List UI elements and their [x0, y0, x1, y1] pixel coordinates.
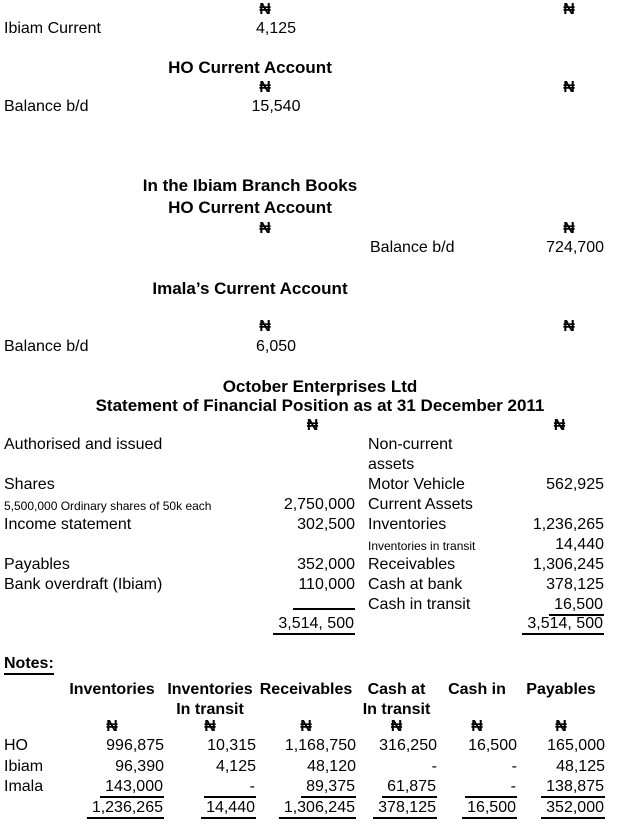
cell: 996,875 — [106, 737, 164, 754]
total-amount: 3,514, 500 — [230, 615, 355, 635]
cell: 10,315 — [207, 737, 256, 754]
account-title: Imala’s Current Account — [152, 279, 348, 298]
naira-symbol: ₦ — [555, 718, 567, 735]
cell: - — [437, 778, 517, 798]
cell: 16,500 — [468, 737, 517, 754]
row-label: Inventories in transit — [368, 539, 476, 553]
naira-symbol: ₦ — [563, 220, 575, 237]
naira-symbol: ₦ — [300, 718, 312, 735]
debit-amount: 6,050 — [255, 338, 297, 355]
notes-col-header: Cash in — [448, 681, 506, 698]
total-amount: 1,236,265 — [60, 799, 164, 819]
total-amount: 16,500 — [437, 799, 517, 819]
credit-amount: 724,700 — [546, 239, 604, 256]
cell: 61,875 — [356, 778, 437, 798]
notes-heading: Notes: — [4, 655, 54, 675]
amount: 1,306,245 — [532, 556, 604, 573]
row-label: Balance b/d — [370, 239, 455, 256]
row-label: 5,500,000 Ordinary shares of 50k each — [4, 499, 212, 513]
row-label: Cash in transit — [368, 596, 471, 613]
cell: 143,000 — [60, 778, 164, 798]
row-label: Inventories — [368, 516, 447, 533]
row-label: Bank overdraft (Ibiam) — [4, 576, 163, 593]
cell: - — [431, 758, 437, 775]
cell: 165,000 — [547, 737, 605, 754]
notes-currency-row — [0, 718, 632, 736]
total-rule — [230, 596, 355, 615]
section-label: assets — [368, 456, 415, 473]
row-label: Shares — [4, 476, 55, 493]
amount: 16,500 — [480, 596, 604, 616]
debit-amount: 15,540 — [251, 98, 301, 115]
naira-symbol: ₦ — [563, 79, 575, 96]
cell: - — [511, 758, 517, 775]
total-amount: 1,306,245 — [256, 799, 356, 819]
row-label: Balance b/d — [4, 98, 89, 115]
notes-col-header: Cash at In transit — [362, 681, 431, 718]
cell: 138,875 — [517, 778, 605, 798]
row-label: Ibiam — [4, 758, 44, 775]
amount: 1,236,265 — [532, 516, 604, 533]
total-amount: 3,514, 500 — [480, 615, 604, 635]
naira-symbol: ₦ — [259, 318, 271, 335]
cell: 89,375 — [256, 778, 356, 798]
row-label: Current Assets — [368, 496, 473, 513]
rule-line — [293, 596, 355, 610]
section-label: Authorised and issued — [4, 436, 163, 453]
row-label: Imala — [4, 778, 44, 795]
cell: 96,390 — [115, 758, 164, 775]
company-name: October Enterprises Ltd — [222, 377, 418, 396]
cell: 316,250 — [379, 737, 437, 754]
notes-header-row — [0, 680, 632, 720]
row-label: Ibiam Current — [4, 20, 101, 37]
row-label: Receivables — [368, 556, 456, 573]
amount: 2,750,000 — [283, 496, 355, 513]
debit-amount: 4,125 — [255, 20, 297, 37]
amount: 302,500 — [297, 516, 355, 533]
book-heading: In the Ibiam Branch Books — [142, 176, 358, 195]
naira-symbol: ₦ — [106, 718, 118, 735]
naira-symbol: ₦ — [204, 718, 216, 735]
notes-col-header: Payables — [526, 681, 596, 698]
row-label: Motor Vehicle — [368, 476, 465, 493]
row-label: Income statement — [4, 516, 132, 533]
total-amount: 378,125 — [356, 799, 437, 819]
naira-symbol: ₦ — [390, 718, 403, 735]
notes-col-header: Inventories In transit — [167, 681, 253, 718]
naira-symbol: ₦ — [553, 417, 566, 434]
table-row — [0, 737, 632, 755]
row-label: Payables — [4, 556, 70, 573]
naira-symbol: ₦ — [563, 318, 575, 335]
notes-col-header: Receivables — [259, 681, 353, 698]
row-label: Cash at bank — [368, 576, 463, 593]
naira-symbol: ₦ — [471, 718, 483, 735]
account-title: HO Current Account — [168, 198, 332, 217]
table-row — [0, 758, 632, 776]
notes-col-header: Inventories — [69, 681, 155, 698]
total-amount: 352,000 — [517, 799, 605, 819]
amount: 110,000 — [298, 576, 355, 593]
amount: 352,000 — [297, 556, 355, 573]
totals-row — [0, 799, 632, 819]
naira-symbol: ₦ — [563, 1, 575, 18]
statement-title: Statement of Financial Position as at 31 December 2011 — [95, 396, 545, 415]
row-label: HO — [4, 737, 28, 754]
naira-symbol: ₦ — [259, 79, 271, 96]
naira-symbol: ₦ — [306, 417, 319, 434]
table-row — [0, 778, 632, 798]
cell: 48,125 — [556, 758, 605, 775]
naira-symbol: ₦ — [259, 220, 271, 237]
amount: 14,440 — [555, 536, 604, 553]
section-label: Non-current — [368, 436, 453, 453]
naira-symbol: ₦ — [259, 1, 271, 18]
cell: - — [164, 778, 256, 798]
row-label: Balance b/d — [4, 338, 89, 355]
cell: 4,125 — [215, 758, 256, 775]
cell: 48,120 — [307, 758, 356, 775]
account-title: HO Current Account — [168, 58, 332, 77]
amount: 562,925 — [546, 476, 604, 493]
cell: 1,168,750 — [284, 737, 356, 754]
amount: 378,125 — [546, 576, 604, 593]
total-amount: 14,440 — [164, 799, 256, 819]
